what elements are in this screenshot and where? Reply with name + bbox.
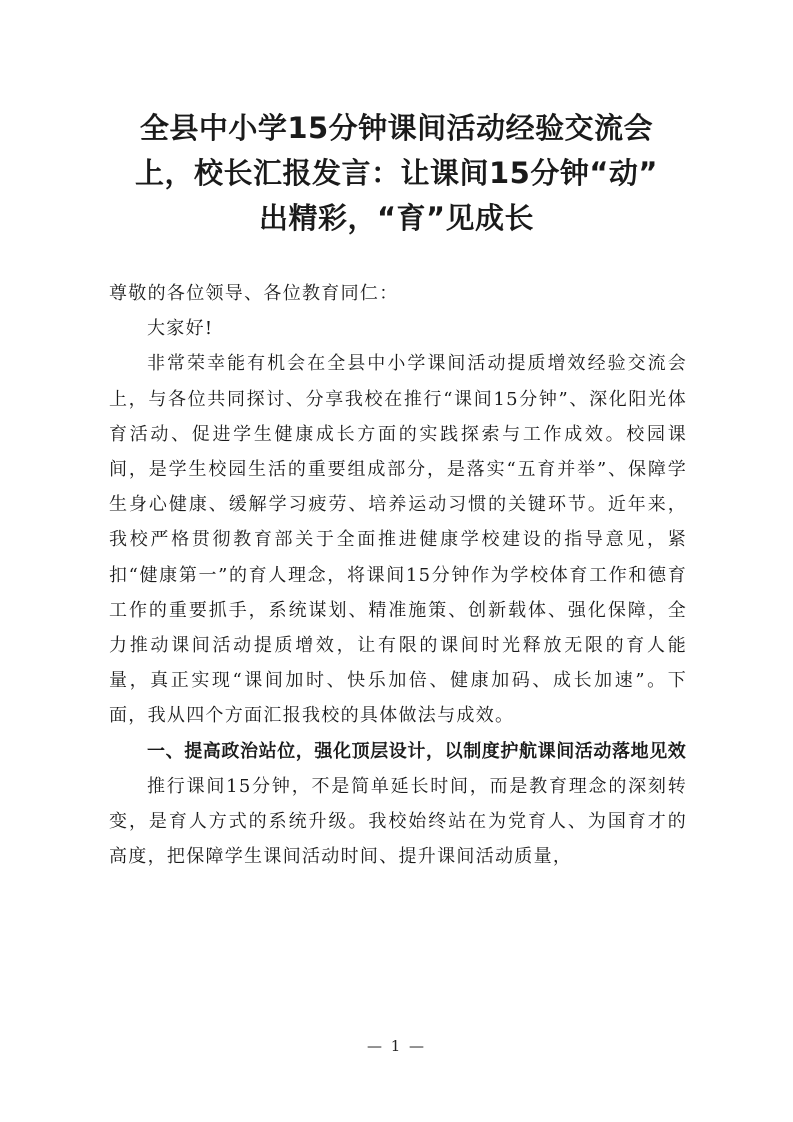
title-line-1: 全县中小学15分钟课间活动经验交流会 xyxy=(139,111,654,145)
section-heading: 一、提高政治站位，强化顶层设计，以制度护航课间活动落地见效 xyxy=(147,740,687,762)
greeting: 大家好! xyxy=(147,318,214,340)
section-paragraph: 推行课间15分钟，不是简单延长时间，而是教育理念的深刻转变，是育人方式的系统升级。我校始终站在为党育人、为国育才的高度，把保障学生课间活动时间、提升课间活动质量， xyxy=(109,775,687,868)
document-body xyxy=(109,276,687,874)
salutation: 尊敬的各位领导、各位教育同仁： xyxy=(109,283,399,304)
title-line-3: 出精彩，“育”见成长 xyxy=(258,201,535,235)
intro-paragraph: 非常荣幸能有机会在全县中小学课间活动提质增效经验交流会上，与各位共同探讨、分享我校在推行“课间15分钟”、深化阳光体育活动、促进学生健康成长方面的实践探索与工作成效。校园课间，是学生校园生活的重要组成部分，是落实“五育并举”、保障学生身心健康、缓解学习疲劳、培养运动习惯的关键环节。近年来，我校严格贯彻教育部关于全面推进健康学校建设的指导意见，紧扣“健康第一”的育人理念，将课间15分钟作为学校体育工作和德育工作的重要抓手，系统谋划、精准施策、创新载体、强化保障，全力推动课间活动提质增效，让有限的课间时光释放无限的育人能量，真正实现“课间加时、快乐加倍、健康加码、成长加速”。下面，我从四个方面汇报我校的具体做法与成效。 xyxy=(109,353,687,727)
document-title xyxy=(100,106,693,241)
title-line-2: 上，校长汇报发言：让课间15分钟“动” xyxy=(135,156,658,190)
page-number: — 1 — xyxy=(366,1037,427,1055)
